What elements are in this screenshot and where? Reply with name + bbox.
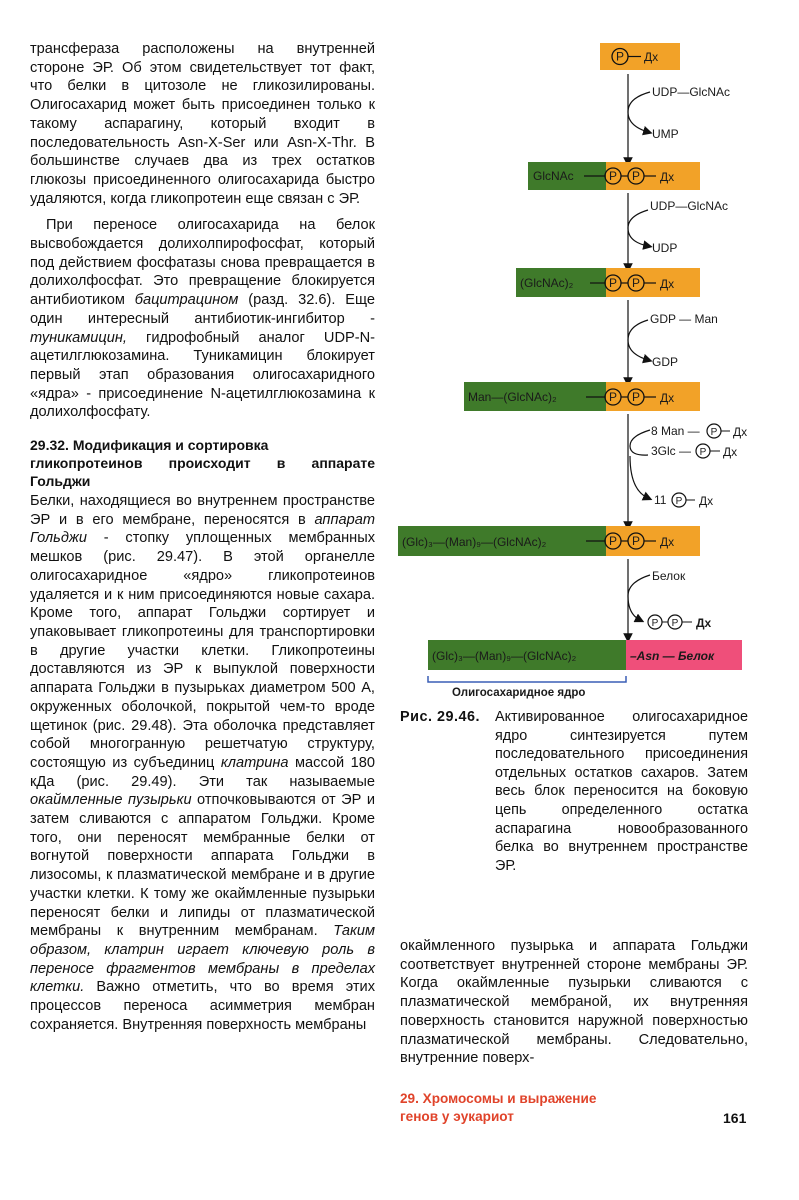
row-1-p-dx (600, 43, 680, 70)
term-tunicamycin: туникамицин, (30, 329, 127, 346)
step-1-output: UMP (652, 127, 679, 141)
man-glcnac2-label: Man—(GlcNAc)₂ (468, 390, 557, 404)
paragraph-right-1: окаймленного пузырька и аппарата Гольджи соответствует внутренней стороне мембраны ЭР. Когда окаймленные пузырьки сливаются с плазматической мембраной, их внутренняя поверхность становится наружной поверхностью плазматической мембраны. Следовательно, внутренние поверх- (400, 938, 748, 1067)
step-1-arrow (628, 74, 730, 162)
caption-text: Активированное олигосахаридное ядро синтезируется путем последовательного присоединения отдельных остатков сахаров. Затем весь блок переносится на боковую цепь определенного остатка аспарагина новообразованного белка во внутреннем пространстве ЭР. (495, 709, 748, 874)
phosphate-label: P (675, 496, 683, 507)
step-2-input: UDP—GlcNAc (650, 199, 729, 213)
curved-arrow (628, 320, 648, 360)
phosphate-label: P (615, 49, 625, 64)
phosphate-label: P (608, 390, 618, 404)
core-label: Олигосахаридное ядро (452, 687, 586, 699)
dolichol-label: Дх (660, 535, 675, 549)
text-run: При переносе олигосахарида на белок высвобождается долихолпирофосфат, который под действием фосфатазы снова превращается в долихолфосфат. Это превращение блокируется антибиотиком (30, 217, 375, 309)
footer-line-1: 29. Хромосомы и выражение (400, 1091, 597, 1106)
step-3-output: GDP (652, 355, 679, 369)
step-2-arrow (628, 193, 728, 268)
row-6-glycoprotein (428, 640, 742, 699)
emphasis-sentence: Таким образом, клатрин играет ключевую роль в переносе фрагментов мембраны в пределах клетки. (30, 923, 375, 996)
heading-word: происходит (168, 455, 251, 472)
step-4-arrow (628, 414, 747, 526)
heading-word: гликопротеинов (30, 455, 143, 472)
phosphate-label: P (631, 534, 641, 548)
curved-arrow (630, 456, 648, 498)
figure-number: Рис. 29.46. (400, 709, 480, 725)
phosphate-label: P (710, 427, 718, 438)
curved-arrow (628, 92, 650, 132)
full-chain-label: (Glc)₃—(Man)₉—(GlcNAc)₂ (402, 535, 547, 549)
step-4-input-glc: 3Glc — (651, 444, 692, 458)
text-run: - стопку уплощенных мембранных мешков (рис. 29.47). В этой органелле олигосахаридное «ядро» гликопротеинов удаляется и к ним присоединяются новые сахара. Кроме того, аппарат Гольджи сортирует и упаковывает гликопротеины для транспортировки в другие участки клетки. Гликопротеины доставляются из ЭР к выпуклой поверхности аппарата Гольджи в пузырьках диаметром 500 А, окруженных оболочкой, покрытой чем-то вроде щетинок (рис. 29.48). Эта оболочка представляет собой многогранную решетчатую структуру, состоящую из субъединиц (30, 530, 375, 771)
row-3-glcnac2 (516, 268, 700, 297)
phosphate-label: P (631, 276, 641, 290)
glcnac-label: GlcNAc (533, 169, 574, 183)
step-5-input: Белок (652, 569, 686, 583)
running-footer (400, 1090, 680, 1126)
text-run: Белки, находящиеся во внутреннем пространстве ЭР и в его мембране, переносятся в (30, 493, 375, 528)
footer-line-2: генов у эукариот (400, 1109, 514, 1124)
dolichol-label: Дх (660, 277, 675, 291)
step-2-output: UDP (652, 241, 678, 255)
row-4-man-glcnac2 (464, 382, 700, 411)
dolichol-label: Дх (660, 170, 675, 184)
heading-word: в (276, 455, 286, 472)
heading-line-1: 29.32. Модификация и сортировка (30, 437, 269, 454)
curved-arrow (628, 575, 650, 620)
step-1-input: UDP—GlcNAc (652, 85, 731, 99)
dolichol-label: Дх (723, 445, 738, 459)
step-3-input: GDP — Man (650, 312, 718, 326)
text-run: гидрофобный аналог UDP-N-ацетилглюкозамина. Туникамицин блокирует первый этап образования олигосахаридного «ядра» - присоединение N-ацетилглюкозамина к долихолфосфату. (30, 329, 375, 421)
term-coated-vesicles: окаймленные пузырьки (30, 792, 192, 809)
heading-line-3: Гольджи (30, 473, 91, 490)
step-5-arrow (628, 559, 712, 638)
curved-arrow (630, 430, 650, 455)
phosphate-label: P (671, 618, 679, 629)
row-2-glcnac (528, 162, 700, 190)
text-run: Важно отметить, что во время этих процессов переноса асимметрия мембран сохраняется. Внутренняя поверхность мембраны (30, 979, 375, 1033)
final-chain-label: (Glc)₃—(Man)₉—(GlcNAc)₂ (432, 649, 577, 663)
term-bacitracin: бацитрацином (134, 292, 239, 309)
paragraph-1: трансфераза расположены на внутренней стороне ЭР. Об этом свидетельствует тот факт, что белки в цитозоле не гликозилированы. Олигосахарид может быть присоединен только к такому аспарагину, который входит в последовательность Asn-X-Ser или Asn-X-Thr. В большинстве случаев два из трех остатков глюкозы присоединенного олигосахарида быстро удаляются, когда гликопротеин еще связан с ЭР. (30, 41, 375, 207)
term-clathrin: клатрина (220, 754, 289, 771)
curved-arrow (628, 210, 648, 246)
heading-word: аппарате (311, 455, 375, 472)
glcnac2-label: (GlcNAc)₂ (520, 276, 574, 290)
dolichol-label: Дх (644, 50, 659, 64)
dolichol-label: Дх (699, 494, 714, 508)
right-column (400, 937, 748, 1068)
text-run: массой 180 кДа (рис. 29.49). Эти так называемые (30, 754, 375, 790)
dolichol-label: Дх (696, 616, 712, 630)
phosphate-label: P (631, 169, 641, 183)
page-number: 161 (723, 1110, 747, 1126)
phosphate-label: P (608, 169, 618, 183)
phosphate-label: P (699, 447, 707, 458)
step-4-input-man: 8 Man — (651, 424, 700, 438)
core-bracket (428, 676, 626, 682)
phosphate-label: P (608, 276, 618, 290)
text-run: (разд. 32.6). Еще один интересный антибиотик-ингибитор - (30, 292, 375, 327)
phosphate-label: P (631, 390, 641, 404)
text-run: отпочковываются от ЭР и затем сливаются с аппаратом Гольджи. Кроме того, они переносят мембранные белки от вогнутой поверхности аппарата Гольджи в лизосомы, к плазматической мембране и в другие участки клетки. К тому же окаймленные пузырьки переносят белки и липиды от плазматической мембраны к внутренним мембранам. (30, 792, 375, 940)
dolichol-label: Дх (660, 391, 675, 405)
phosphate-label: P (608, 534, 618, 548)
dolichol-label: Дх (733, 425, 748, 439)
asn-protein-label: –Asn — Белок (630, 649, 715, 663)
step-3-arrow (628, 300, 718, 382)
term-golgi: аппарат Гольджи (30, 511, 375, 547)
step-4-output: 11 (654, 493, 667, 507)
figure-caption (400, 708, 748, 875)
phosphate-label: P (651, 618, 659, 629)
row-5-full-chain (398, 526, 700, 556)
